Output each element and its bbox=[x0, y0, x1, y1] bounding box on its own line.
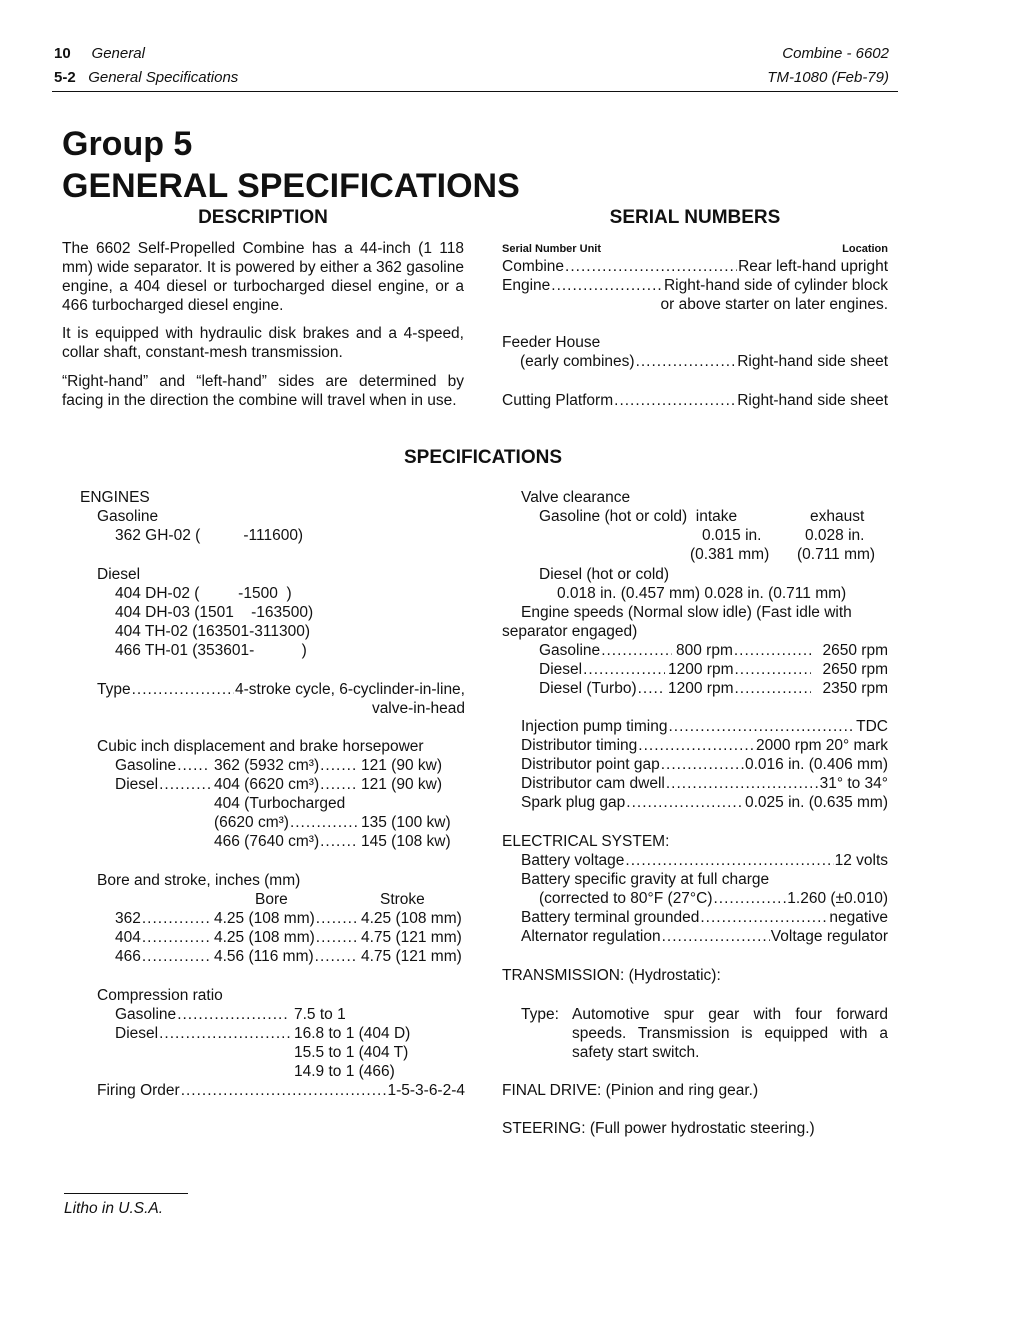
transmission-title: TRANSMISSION: (Hydrostatic): bbox=[502, 967, 721, 984]
header-left-line2: 5-2 General Specifications bbox=[54, 69, 239, 86]
battery-terminal: Battery terminal grounded ..... negative bbox=[521, 908, 888, 927]
serial-heading: SERIAL NUMBERS bbox=[609, 207, 781, 228]
bore-466: 4.56 (116 mm) ..... bbox=[214, 947, 358, 966]
header-left-line1: 10 General bbox=[54, 45, 145, 62]
speed-gas-slow: 800 rpm ..... bbox=[676, 641, 812, 660]
bore-header: Bore bbox=[255, 891, 288, 908]
serial-col-location: Location bbox=[842, 243, 888, 255]
specifications-heading: SPECIFICATIONS bbox=[404, 447, 562, 468]
compression-title: Compression ratio bbox=[97, 987, 223, 1004]
engines-gasoline: Gasoline bbox=[97, 508, 159, 525]
stroke-466: 4.75 (121 mm) bbox=[361, 948, 462, 965]
cubic-turbo: 404 (Turbocharged bbox=[214, 795, 346, 812]
valve-diesel: Diesel (hot or cold) bbox=[539, 566, 670, 583]
distributor-cam-dwell: Distributor cam dwell ..... 31° to 34° bbox=[521, 774, 888, 793]
cubic-diesel-disp: 404 (6620 cm³) ..... bbox=[214, 775, 358, 794]
spark-plug-gap: Spark plug gap ..... 0.025 in. (0.635 mm) bbox=[521, 793, 888, 812]
compression-gas: 7.5 to 1 bbox=[294, 1006, 346, 1023]
description-p2: It is equipped with hydraulic disk brakes and a 4-speed, collar shaft, constant-mesh transmission. bbox=[62, 325, 464, 361]
speeds-title-cont: separator engaged) bbox=[502, 623, 638, 640]
engines-diesel: Diesel bbox=[97, 566, 141, 583]
description-p1: The 6602 Self-Propelled Combine has a 44-inch (1 118 mm) wide separator. It is powered by either a 362 gasoline engine, a 404 diesel or turbocharged diesel engine, or a 466 turbocharged diesel engine. bbox=[62, 240, 464, 314]
speeds-title: Engine speeds (Normal slow idle) (Fast idle with bbox=[521, 604, 852, 621]
description-p3: “Right-hand” and “left-hand” sides are determined by facing in the direction the combine will travel when in use. bbox=[62, 373, 464, 409]
bore-title: Bore and stroke, inches (mm) bbox=[97, 872, 301, 889]
serial-row-combine: Combine ..... Rear left-hand upright bbox=[502, 257, 888, 276]
engine-type: Type ..... 4-stroke cycle, 6-cyclinder-in-line, bbox=[97, 680, 465, 699]
compression-diesel-label: Diesel ..... bbox=[115, 1024, 291, 1043]
valve-gasoline: Gasoline (hot or cold) intake bbox=[539, 508, 738, 525]
speed-turbo-slow: 1200 rpm ..... bbox=[668, 679, 812, 698]
battery-voltage: Battery voltage ..... 12 volts bbox=[521, 851, 888, 870]
speed-turbo-fast: 2350 rpm bbox=[822, 680, 888, 697]
injection-timing: Injection pump timing ..... TDC bbox=[521, 717, 888, 736]
valve-title: Valve clearance bbox=[521, 489, 631, 506]
stroke-404: 4.75 (121 mm) bbox=[361, 929, 462, 946]
serial-row-feeder: (early combines) ..... Right-hand side sheet bbox=[520, 352, 888, 371]
speed-gas-label: Gasoline ..... bbox=[539, 641, 673, 660]
engine-404-dh03: 404 DH-03 (1501 -163500) bbox=[115, 604, 314, 621]
speed-turbo-label: Diesel (Turbo) ..... bbox=[539, 679, 666, 698]
serial-engine-note: or above starter on later engines. bbox=[660, 296, 888, 313]
page-title: GENERAL SPECIFICATIONS bbox=[62, 167, 520, 205]
battery-gravity: Battery specific gravity at full charge bbox=[521, 871, 770, 888]
footer-rule bbox=[64, 1193, 188, 1194]
engine-362: 362 GH-02 ( -111600) bbox=[115, 527, 304, 544]
speed-diesel-label: Diesel ..... bbox=[539, 660, 666, 679]
steering: STEERING: (Full power hydrostatic steering.) bbox=[502, 1120, 815, 1137]
header-right-line2: TM-1080 (Feb-79) bbox=[767, 69, 889, 86]
header-right-line1: Combine - 6602 bbox=[782, 45, 889, 62]
footer-litho: Litho in U.S.A. bbox=[64, 1200, 164, 1217]
serial-feeder-title: Feeder House bbox=[502, 334, 601, 351]
bore-404-label: 404 ..... bbox=[115, 928, 211, 947]
compression-404t: 15.5 to 1 (404 T) bbox=[294, 1044, 409, 1061]
cubic-466-disp: 466 (7640 cm³) ..... bbox=[214, 832, 358, 851]
cubic-diesel-hp: 121 (90 kw) bbox=[361, 776, 442, 793]
cubic-gas-label: Gasoline ..... bbox=[115, 756, 211, 775]
compression-diesel: 16.8 to 1 (404 D) bbox=[294, 1025, 411, 1042]
engine-type-cont: valve-in-head bbox=[371, 700, 465, 717]
description-heading: DESCRIPTION bbox=[198, 207, 328, 228]
transmission-type-text: Automotive spur gear with four forward speeds. Transmission is equipped with a safety start switch. bbox=[572, 1006, 888, 1061]
bore-362-label: 362 ..... bbox=[115, 909, 211, 928]
valve-exhaust-header: exhaust bbox=[810, 508, 865, 525]
serial-row-engine: Engine ..... Right-hand side of cylinder block bbox=[502, 276, 888, 295]
speed-gas-fast: 2650 rpm bbox=[822, 642, 888, 659]
engine-404-th02: 404 TH-02 (163501-311300) bbox=[115, 623, 311, 640]
valve-diesel-values: 0.018 in. (0.457 mm) 0.028 in. (0.711 mm) bbox=[557, 585, 847, 602]
final-drive: FINAL DRIVE: (Pinion and ring gear.) bbox=[502, 1082, 759, 1099]
engine-466-th01: 466 TH-01 (353601- ) bbox=[115, 642, 307, 659]
header-rule bbox=[52, 91, 898, 92]
distributor-timing: Distributor timing ..... 2000 rpm 20° mark bbox=[521, 736, 888, 755]
cubic-turbo-hp: 135 (100 kw) bbox=[361, 814, 451, 831]
valve-intake-in: 0.015 in. bbox=[702, 527, 762, 544]
speed-diesel-slow: 1200 rpm ..... bbox=[668, 660, 812, 679]
compression-gas-label: Gasoline ..... bbox=[115, 1005, 291, 1024]
valve-exhaust-in: 0.028 in. bbox=[805, 527, 865, 544]
alternator-regulation: Alternator regulation ..... Voltage regulator bbox=[521, 927, 888, 946]
bore-466-label: 466 ..... bbox=[115, 947, 211, 966]
engines-title: ENGINES bbox=[80, 489, 150, 506]
cubic-diesel-label: Diesel ..... bbox=[115, 775, 211, 794]
stroke-header: Stroke bbox=[380, 891, 425, 908]
transmission-type-label: Type: bbox=[521, 1006, 559, 1023]
cubic-466-hp: 145 (108 kw) bbox=[361, 833, 451, 850]
bore-404: 4.25 (108 mm) ..... bbox=[214, 928, 358, 947]
compression-466: 14.9 to 1 (466) bbox=[294, 1063, 395, 1080]
valve-intake-mm: (0.381 mm) bbox=[690, 546, 770, 563]
cubic-gas-disp: 362 (5932 cm³) ..... bbox=[214, 756, 358, 775]
stroke-362: 4.25 (108 mm) bbox=[361, 910, 462, 927]
cubic-gas-hp: 121 (90 kw) bbox=[361, 757, 442, 774]
serial-col-unit: Serial Number Unit bbox=[502, 243, 602, 255]
engine-404-dh02: 404 DH-02 ( -1500 ) bbox=[115, 585, 292, 602]
bore-362: 4.25 (108 mm) ..... bbox=[214, 909, 358, 928]
serial-row-cutting: Cutting Platform ..... Right-hand side sheet bbox=[502, 391, 888, 410]
firing-order: Firing Order ..... 1-5-3-6-2-4 bbox=[97, 1081, 465, 1100]
cubic-turbo-disp: (6620 cm³) ..... bbox=[214, 813, 358, 832]
cubic-title: Cubic inch displacement and brake horsepower bbox=[97, 738, 424, 755]
valve-exhaust-mm: (0.711 mm) bbox=[797, 546, 876, 563]
electrical-title: ELECTRICAL SYSTEM: bbox=[502, 833, 670, 850]
group-title: Group 5 bbox=[62, 125, 193, 163]
speed-diesel-fast: 2650 rpm bbox=[822, 661, 888, 678]
distributor-point-gap: Distributor point gap ..... 0.016 in. (0.406 mm) bbox=[521, 755, 888, 774]
battery-gravity-value: (corrected to 80°F (27°C) ..... 1.260 (±0.010) bbox=[539, 889, 888, 908]
